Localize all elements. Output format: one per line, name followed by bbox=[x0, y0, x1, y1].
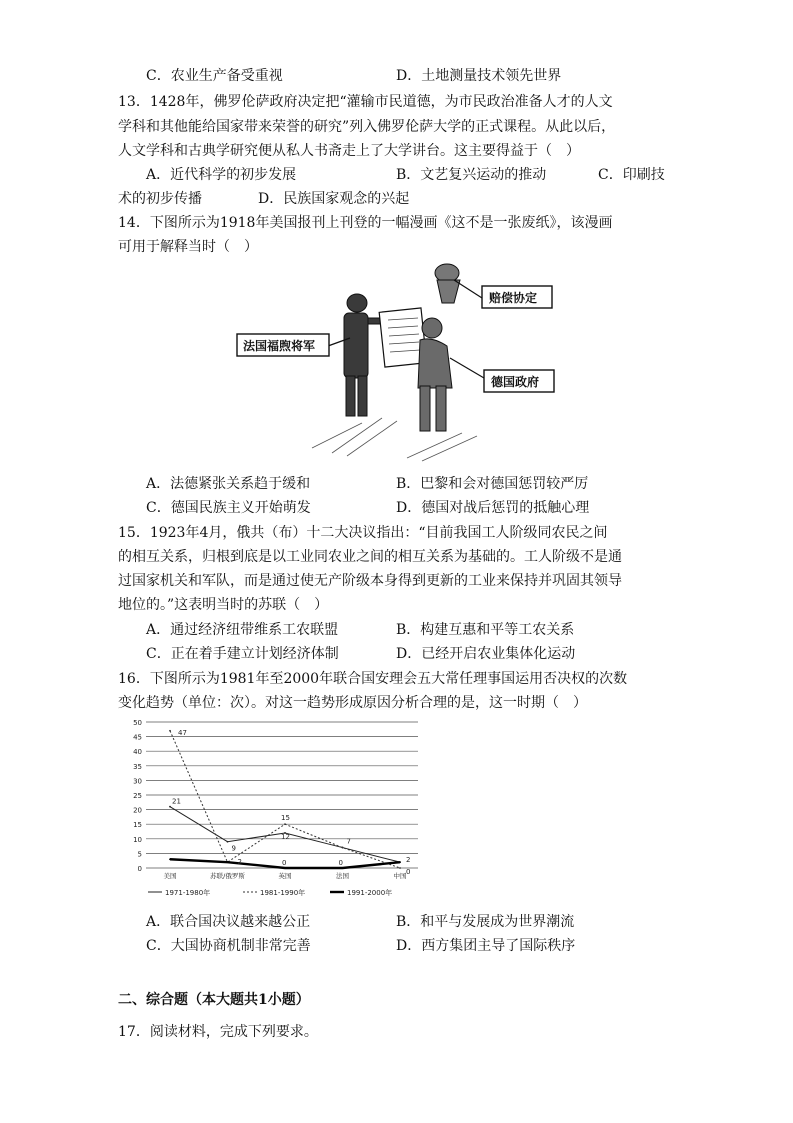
y-tick-label: 5 bbox=[137, 850, 142, 859]
y-tick-label: 15 bbox=[133, 821, 142, 830]
q14-option-b: B．巴黎和会对德国惩罚较严厉 bbox=[396, 476, 589, 492]
q16-stem-line1: 16．下图所示为1981年至2000年联合国安理会五大常任理事国运用否决权的次数 bbox=[118, 671, 628, 687]
y-tick-label: 10 bbox=[133, 835, 142, 844]
y-tick-label: 0 bbox=[137, 865, 142, 873]
data-point bbox=[169, 858, 171, 860]
data-label: 0 bbox=[406, 868, 411, 876]
y-tick-label: 40 bbox=[133, 748, 142, 757]
q13-option-c: C．印刷技 bbox=[598, 167, 665, 183]
data-point bbox=[284, 823, 286, 825]
data-point bbox=[399, 867, 401, 869]
section-heading: 二、综合题（本大题共1小题） bbox=[118, 992, 310, 1008]
data-point bbox=[227, 861, 229, 863]
q16-option-d: D．西方集团主导了国际秩序 bbox=[396, 938, 576, 954]
data-point bbox=[169, 806, 171, 808]
q14-stem-line2: 可用于解释当时（ ） bbox=[118, 239, 258, 255]
q12-option-c: C．农业生产备受重视 bbox=[146, 68, 283, 84]
q15-option-b: B．构建互惠和平等工农关系 bbox=[396, 622, 575, 638]
x-tick-label: 美国 bbox=[163, 872, 177, 880]
q14-option-a: A．法德紧张关系趋于缓和 bbox=[146, 476, 311, 492]
q15-stem-line1: 15．1923年4月，俄共（布）十二大决议指出：“目前我国工人阶级同农民之间 bbox=[118, 525, 608, 541]
y-tick-label: 50 bbox=[133, 719, 142, 727]
legend-label: 1971-1980年 bbox=[165, 889, 211, 897]
q15-option-a: A．通过经济纽带维系工农联盟 bbox=[146, 622, 339, 638]
data-label: 9 bbox=[231, 844, 236, 853]
data-label: 2 bbox=[237, 858, 242, 867]
q15-option-d: D．已经开启农业集体化运动 bbox=[396, 646, 576, 662]
data-label: 12 bbox=[281, 832, 290, 841]
data-label: 15 bbox=[281, 814, 290, 823]
q16-stem-line2: 变化趋势（单位：次）。对这一趋势形成原因分析合理的是，这一时期（ ） bbox=[118, 695, 587, 711]
x-tick-label: 英国 bbox=[278, 872, 292, 880]
label-foch: 法国福煦将军 bbox=[243, 339, 316, 353]
label-reparations: 赔偿协定 bbox=[489, 291, 538, 305]
data-point bbox=[284, 867, 286, 869]
y-tick-label: 35 bbox=[133, 762, 142, 771]
legend-label: 1991-2000年 bbox=[347, 889, 393, 897]
data-point bbox=[227, 841, 229, 843]
label-german-gov: 德国政府 bbox=[491, 375, 540, 389]
q13-stem-line3: 人文学科和古典学研究便从私人书斋走上了大学讲台。这主要得益于（ ） bbox=[118, 143, 580, 159]
x-tick-label: 法国 bbox=[336, 872, 349, 880]
data-label: 47 bbox=[178, 728, 187, 737]
data-label: 21 bbox=[172, 797, 181, 806]
q13-stem-line2: 学科和其他能给国家带来荣誉的研究”列入佛罗伦萨大学的正式课程。从此以后， bbox=[118, 119, 616, 135]
data-label: 0 bbox=[282, 859, 287, 867]
q13-stem-line1: 13．1428年，佛罗伦萨政府决定把“灌输市民道德，为市民政治准备人才的人文 bbox=[118, 94, 613, 110]
data-point bbox=[342, 867, 344, 869]
data-label: 2 bbox=[406, 856, 411, 865]
y-tick-label: 30 bbox=[133, 777, 142, 786]
data-label: 7 bbox=[346, 837, 351, 846]
data-label: 0 bbox=[338, 859, 343, 867]
cartoon-image bbox=[232, 258, 562, 463]
y-tick-label: 45 bbox=[133, 733, 142, 742]
q15-stem-line4: 地位的。”这表明当时的苏联（ ） bbox=[118, 597, 329, 613]
q12-option-d: D．土地测量技术领先世界 bbox=[396, 68, 562, 84]
top-figure bbox=[435, 264, 460, 303]
q16-option-a: A．联合国决议越来越公正 bbox=[146, 914, 311, 930]
data-point bbox=[342, 847, 344, 849]
x-tick-label: 苏联/俄罗斯 bbox=[210, 872, 245, 880]
q16-option-b: B．和平与发展成为世界潮流 bbox=[396, 914, 575, 930]
q13-option-d: D．民族国家观念的兴起 bbox=[258, 191, 410, 207]
q13-option-c-cont: 术的初步传播 bbox=[118, 191, 202, 207]
x-tick-label: 中国 bbox=[393, 872, 407, 880]
data-point bbox=[399, 861, 401, 863]
q15-stem-line3: 过国家机关和军队，而是通过使无产阶级本身得到更新的工业来保持并巩固其领导 bbox=[118, 573, 622, 589]
data-point bbox=[169, 730, 171, 732]
q14-option-d: D．德国对战后惩罚的抵触心理 bbox=[396, 500, 590, 516]
q17-stem: 17．阅读材料，完成下列要求。 bbox=[118, 1024, 318, 1040]
q14-option-c: C．德国民族主义开始萌发 bbox=[146, 500, 311, 516]
y-tick-label: 25 bbox=[133, 792, 142, 800]
q13-option-b: B．文艺复兴运动的推动 bbox=[396, 167, 547, 183]
q16-option-c: C．大国协商机制非常完善 bbox=[146, 938, 311, 954]
q13-option-a: A．近代科学的初步发展 bbox=[146, 167, 297, 183]
q15-stem-line2: 的相互关系，归根到底是以工业同农业之间的相互关系为基础的。工人阶级不是通 bbox=[118, 549, 622, 565]
legend-label: 1981-1990年 bbox=[260, 889, 306, 897]
veto-chart bbox=[118, 716, 428, 906]
q14-stem-line1: 14．下图所示为1918年美国报刊上刊登的一幅漫画《这不是一张废纸》，该漫画 bbox=[118, 215, 613, 231]
y-tick-label: 20 bbox=[133, 806, 142, 815]
q15-option-c: C．正在着手建立计划经济体制 bbox=[146, 646, 339, 662]
